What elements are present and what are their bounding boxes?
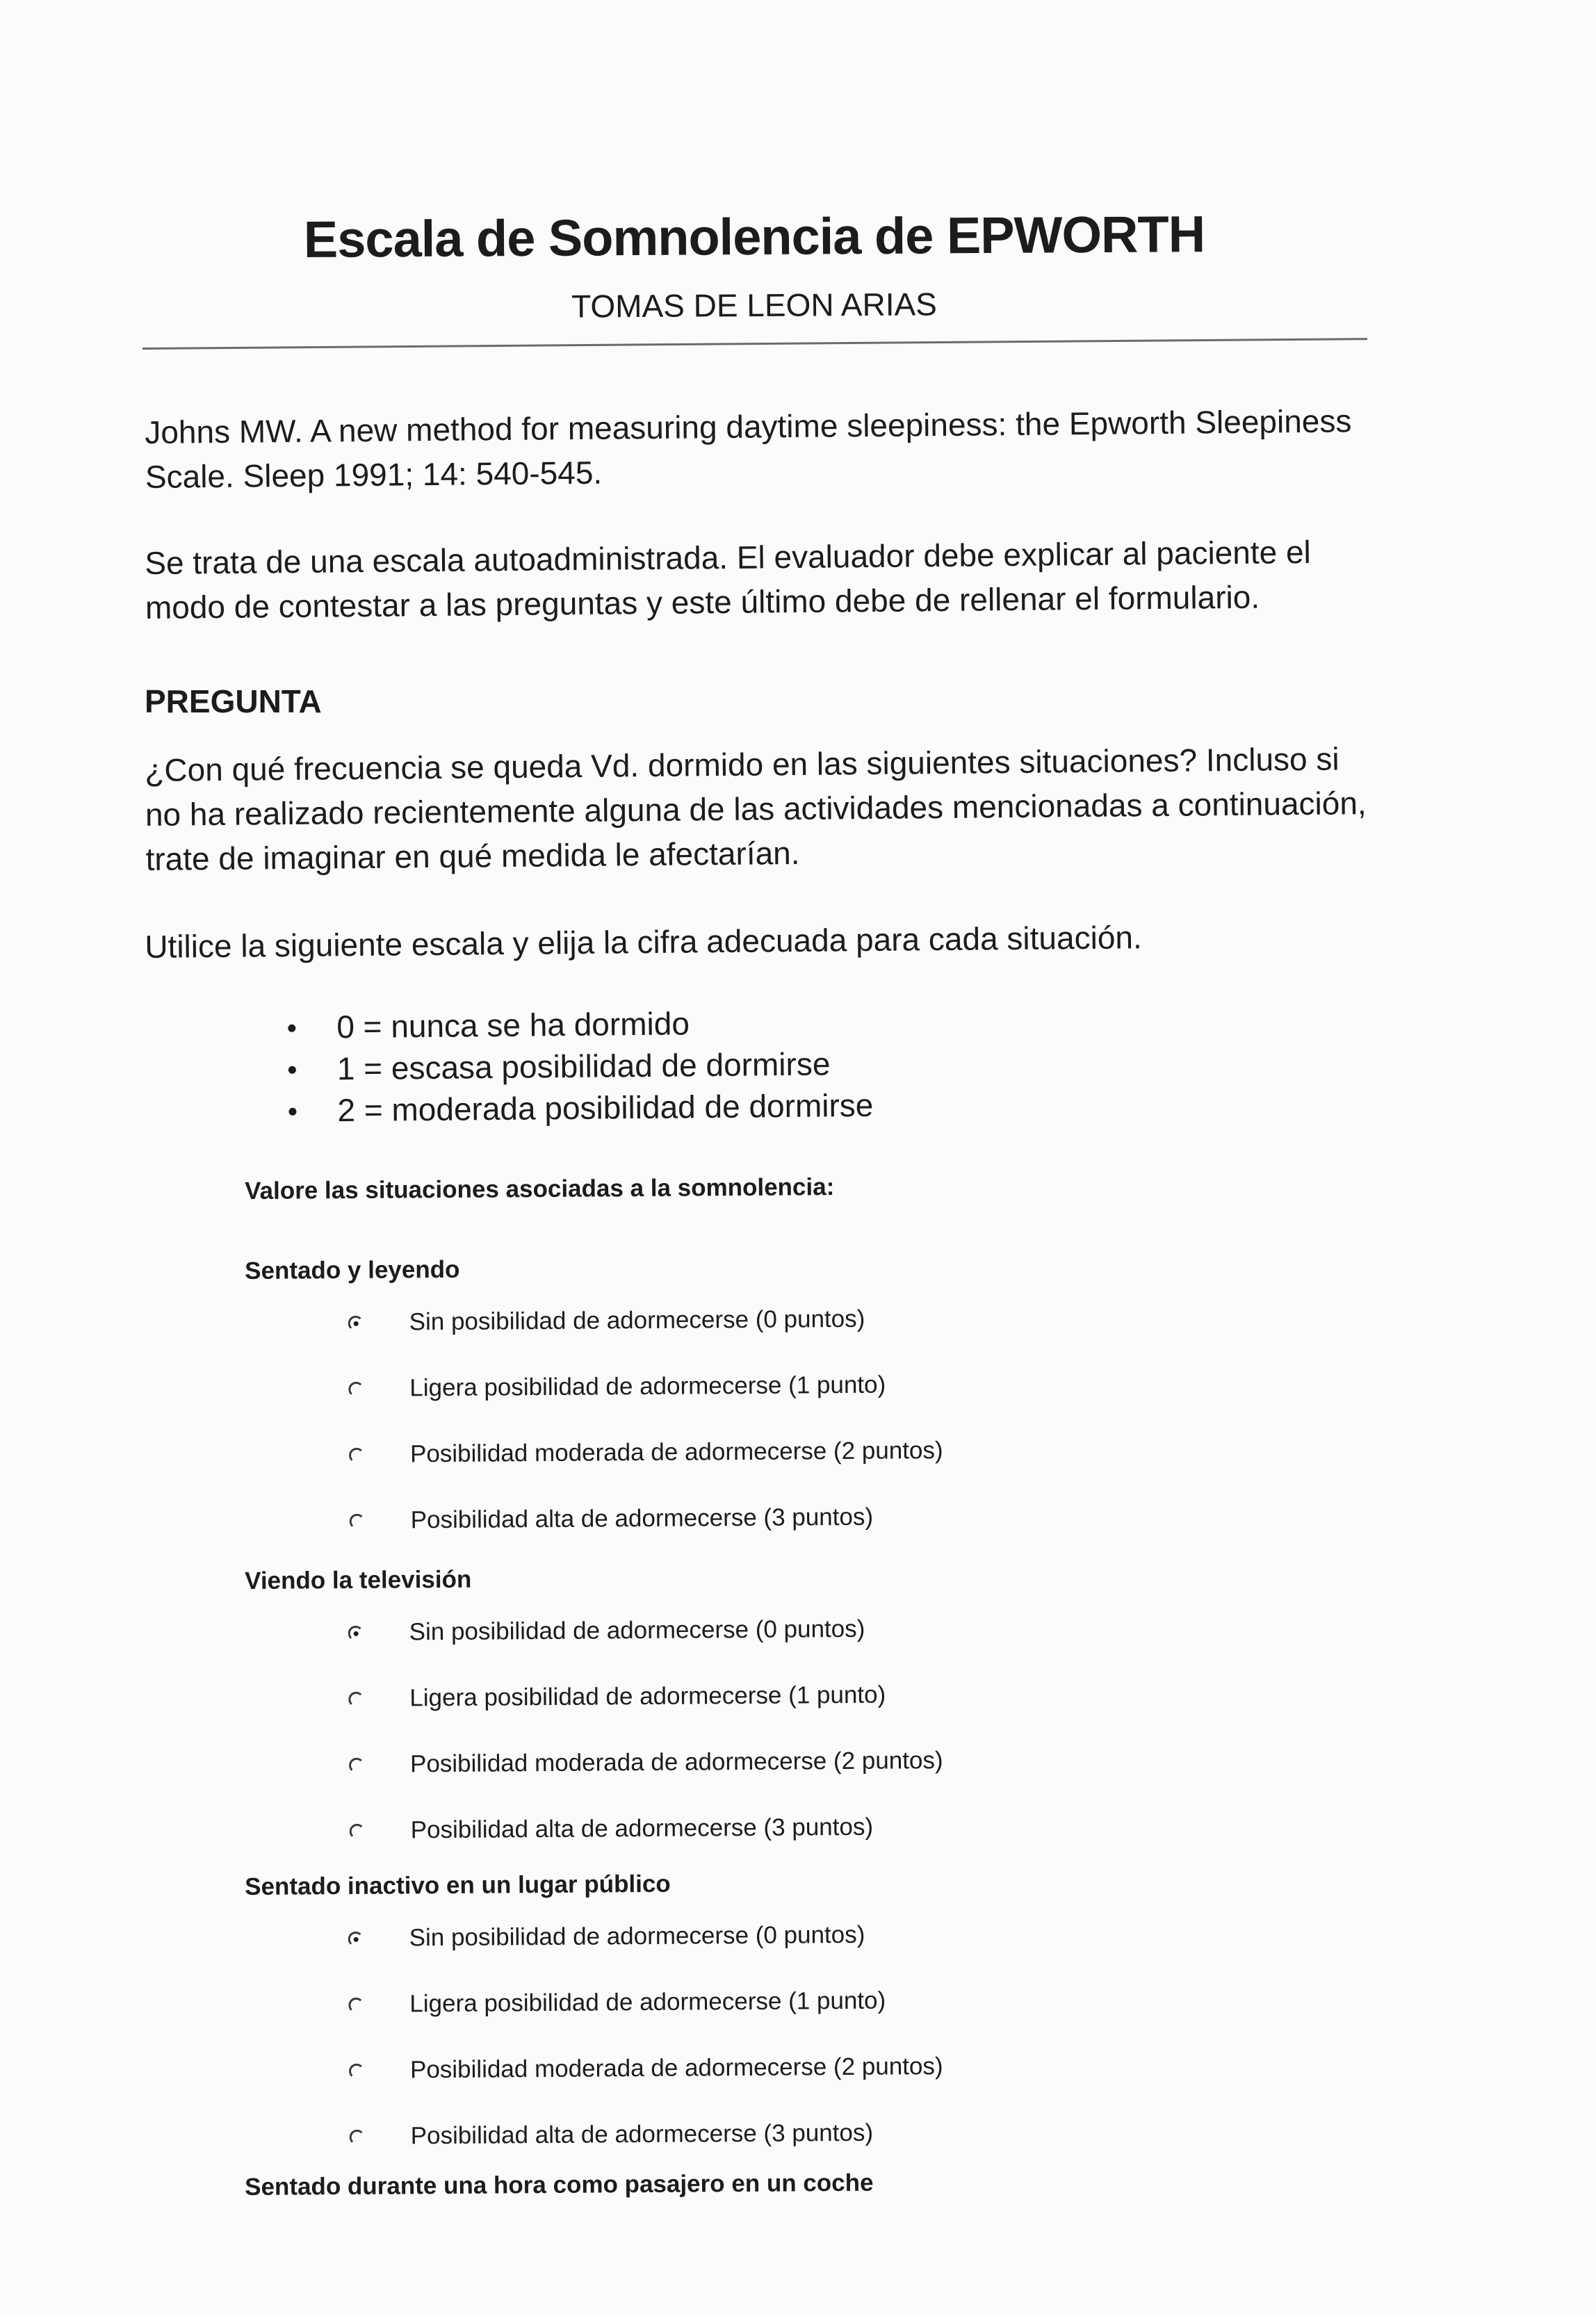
situation-title: Sentado durante una hora como pasajero en un coche <box>245 2169 874 2201</box>
bullet-icon <box>288 1066 296 1074</box>
radio-button[interactable] <box>349 2064 364 2079</box>
option-label: Ligera posibilidad de adormecerse (1 punto) <box>409 1371 886 1402</box>
radio-button[interactable] <box>350 1824 365 1839</box>
radio-button[interactable] <box>348 1316 364 1331</box>
scale-item <box>278 1000 974 1048</box>
radio-button[interactable] <box>348 1932 364 1947</box>
question-heading: PREGUNTA <box>145 683 322 719</box>
situation-title: Viendo la televisión <box>245 1565 472 1595</box>
option-1-point[interactable] <box>245 1348 1219 1421</box>
option-label: Posibilidad alta de adormecerse (3 puntos) <box>410 2119 874 2150</box>
option-label: Sin posibilidad de adormecerse (0 puntos) <box>409 1615 865 1646</box>
option-label: Posibilidad moderada de adormecerse (2 puntos) <box>409 2052 943 2084</box>
option-label: Sin posibilidad de adormecerse (0 puntos) <box>409 1921 865 1952</box>
reference-paragraph: Johns MW. A new method for measuring daytime sleepiness: the Epworth Sleepiness Scale. Sleep 1991; 14: 540-545. <box>145 402 1352 495</box>
author-name: TOMAS DE LEON ARIAS <box>571 286 938 325</box>
bullet-icon <box>288 1108 296 1116</box>
situation-reading <box>245 1247 1220 1553</box>
option-label: Sin posibilidad de adormecerse (0 puntos) <box>409 1305 865 1336</box>
situation-title: Sentado inactivo en un lugar público <box>245 1870 671 1900</box>
page-title: Escala de Somnolencia de EPWORTH <box>303 204 1205 268</box>
option-label: Ligera posibilidad de adormecerse (1 punto) <box>409 1987 886 2018</box>
option-2-points[interactable] <box>246 2030 1220 2103</box>
option-2-points[interactable] <box>246 1724 1220 1797</box>
radio-button[interactable] <box>349 1758 364 1773</box>
option-3-points[interactable] <box>246 1480 1220 1553</box>
question-paragraph: ¿Con qué frecuencia se queda Vd. dormido en las siguientes situaciones? Incluso si no ha realizado recientemente alguna de las actividades mencionadas a continuación, trate de imaginar en qué medida le afectarían. <box>145 740 1367 877</box>
scale-item-label: 1 = escasa posibilidad de dormirse <box>336 1045 831 1087</box>
option-3-points[interactable] <box>246 2096 1220 2169</box>
situation-public-place <box>245 1863 1220 2169</box>
scale-item <box>279 1083 975 1132</box>
intro-paragraph: Se trata de una escala autoadministrada. El evaluador debe explicar al paciente el modo de contestar a las preguntas y este último debe de rellenar el formulario. <box>145 533 1312 626</box>
situation-television <box>245 1557 1220 1863</box>
radio-button[interactable] <box>350 1514 365 1529</box>
scale-item <box>279 1041 975 1090</box>
option-3-points[interactable] <box>246 1790 1220 1863</box>
situation-title: Sentado y leyendo <box>245 1255 460 1285</box>
header-divider <box>142 338 1367 350</box>
option-0-points[interactable] <box>245 1592 1219 1665</box>
option-label: Ligera posibilidad de adormecerse (1 punto) <box>409 1681 886 1712</box>
option-0-points[interactable] <box>245 1898 1219 1971</box>
scale-item-label: 2 = moderada posibilidad de dormirse <box>337 1086 874 1129</box>
radio-button[interactable] <box>349 1448 364 1463</box>
option-0-points[interactable] <box>245 1282 1219 1355</box>
scale-list <box>278 1000 975 1132</box>
bullet-icon <box>288 1025 295 1032</box>
situation-car-passenger <box>245 2163 1218 2205</box>
radio-button[interactable] <box>348 1382 364 1397</box>
radio-button[interactable] <box>348 1626 364 1641</box>
rate-instruction: Valore las situaciones asociadas a la somnolencia: <box>245 1173 835 1205</box>
option-label: Posibilidad moderada de adormecerse (2 puntos) <box>409 1436 943 1468</box>
option-label: Posibilidad alta de adormecerse (3 puntos) <box>410 1503 874 1534</box>
radio-button[interactable] <box>348 1692 364 1707</box>
option-1-point[interactable] <box>245 1964 1219 2037</box>
option-1-point[interactable] <box>245 1658 1219 1731</box>
option-label: Posibilidad alta de adormecerse (3 puntos) <box>410 1813 874 1844</box>
scale-instruction: Utilice la siguiente escala y elija la cifra adecuada para cada situación. <box>145 919 1142 965</box>
option-label: Posibilidad moderada de adormecerse (2 puntos) <box>409 1746 943 1778</box>
option-2-points[interactable] <box>246 1414 1220 1487</box>
scale-item-label: 0 = nunca se ha dormido <box>336 1005 690 1045</box>
radio-button[interactable] <box>348 1998 364 2013</box>
radio-button[interactable] <box>350 2130 365 2145</box>
